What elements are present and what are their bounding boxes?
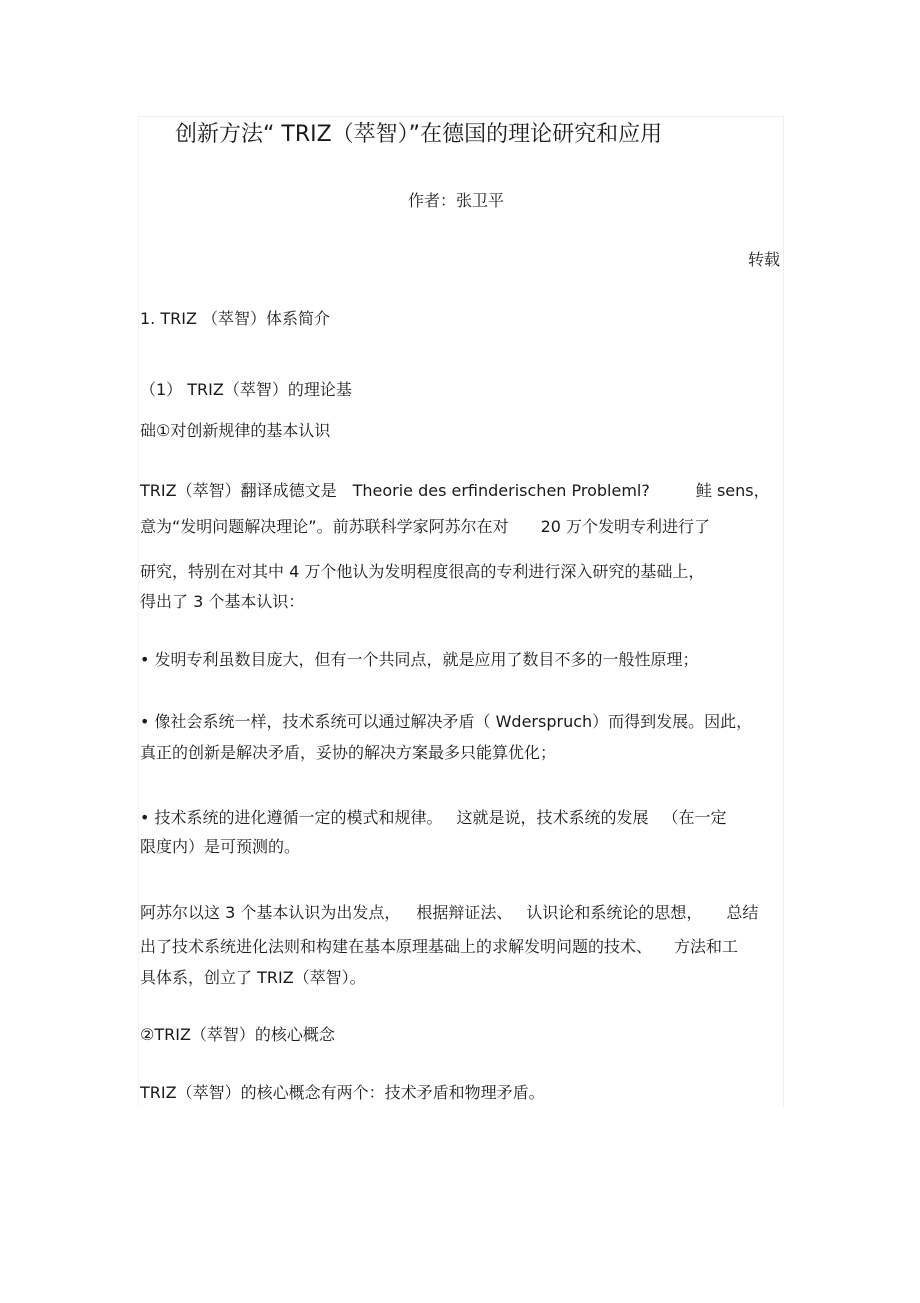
text-run: Theorie des erfinderischen Probleml? bbox=[352, 481, 650, 500]
bullet-item bbox=[140, 808, 727, 828]
subsection-heading: ②TRIZ（萃智）的核心概念 bbox=[140, 1025, 335, 1044]
text-run: 这就是说，技术系统的发展 bbox=[456, 808, 649, 827]
bullet-item: • 像社会系统一样，技术系统可以通过解决矛盾（ Wderspruch）而得到发展。因此， bbox=[140, 712, 753, 731]
paragraph-line: 得出了 3 个基本认识： bbox=[140, 592, 305, 611]
text-run: 阿苏尔以这 3 个基本认识为出发点， bbox=[140, 903, 401, 922]
text-run: TRIZ（萃智）翻译成德文是 bbox=[140, 481, 337, 500]
text-run: 出了技术系统进化法则和构建在基本原理基础上的求解发明问题的技术、 bbox=[140, 937, 653, 956]
bullet-item: • 发明专利虽数目庞大，但有一个共同点，就是应用了数目不多的一般性原理； bbox=[140, 650, 699, 669]
subsection-heading-continued: 础①对创新规律的基本认识 bbox=[140, 421, 331, 440]
paragraph-line bbox=[140, 937, 738, 957]
paragraph-line bbox=[140, 903, 758, 923]
section-heading: 1. TRIZ （萃智）体系简介 bbox=[140, 309, 331, 328]
bullet-item-continued: 真正的创新是解决矛盾，妥协的解决方案最多只能算优化； bbox=[140, 743, 557, 762]
paragraph-line: 具体系，创立了 TRIZ（萃智）。 bbox=[140, 968, 366, 987]
paragraph-line: TRIZ（萃智）的核心概念有两个：技术矛盾和物理矛盾。 bbox=[140, 1083, 545, 1102]
document-title: 创新方法“ TRIZ（萃智）”在德国的理论研究和应用 bbox=[175, 122, 663, 147]
author-line: 作者：张卫平 bbox=[408, 191, 505, 210]
text-run: • 技术系统的进化遵循一定的模式和规律。 bbox=[140, 808, 443, 827]
bullet-item-continued: 限度内）是可预测的。 bbox=[140, 837, 301, 856]
paragraph-line bbox=[140, 517, 710, 537]
text-run: 20 万个发明专利进行了 bbox=[540, 517, 711, 536]
subsection-heading: （1） TRIZ（萃智）的理论基 bbox=[140, 380, 352, 399]
text-run: 总结 bbox=[726, 903, 759, 922]
text-run: 鲑 sens， bbox=[695, 481, 770, 500]
source-tag: 转载 bbox=[747, 250, 780, 269]
paragraph-line: 研究，特别在对其中 4 万个他认为发明程度很高的专利进行深入研究的基础上， bbox=[140, 562, 705, 581]
text-run: 认识论和系统论的思想， bbox=[526, 903, 703, 922]
text-run: （在一定 bbox=[662, 808, 727, 827]
text-run: 根据辩证法、 bbox=[416, 903, 513, 922]
paragraph-line bbox=[140, 481, 770, 501]
text-run: 方法和工 bbox=[674, 937, 739, 956]
text-run: 意为“发明问题解决理论”。前苏联科学家阿苏尔在对 bbox=[140, 517, 509, 536]
